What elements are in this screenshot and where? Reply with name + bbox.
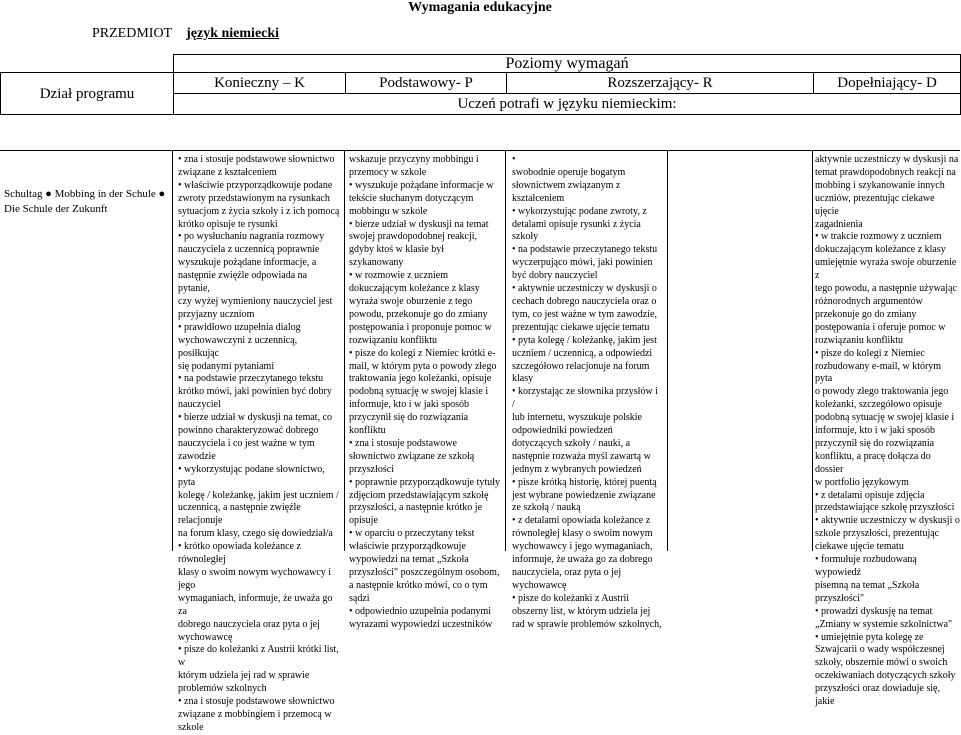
requirement-line: nauczyciel: [178, 399, 221, 411]
requirement-line: informuje, kto i w jaki sposób: [815, 425, 935, 437]
requirement-line: ciekawe ujęcie tematu: [815, 541, 904, 553]
requirement-line: rozwiązaniu konfliktu: [815, 334, 904, 346]
requirement-line: właściwie przyporządkowuje: [349, 541, 466, 553]
level-konieczny: Konieczny – K: [174, 73, 346, 94]
requirement-line: • na podstawie przeczytanego tekstu: [178, 373, 324, 385]
requirement-line: • korzystając ze słownika przysłów i /: [512, 386, 658, 411]
requirement-line: • zna i stosuje podstawowe słownictwo: [178, 154, 335, 165]
requirement-line: nauczyciela z uczennicą poprawnie: [178, 244, 320, 256]
requirement-line: • właściwie przyporządkowuje podane: [178, 179, 333, 191]
requirement-line: być dobry nauczyciel: [512, 270, 598, 282]
requirements-header-table: [0, 54, 961, 115]
requirement-line: umiejętnie wyraża swoje oburzenie z: [815, 257, 957, 282]
requirement-line: równoległej klasy o swoim nowym: [512, 528, 653, 540]
subject-line: [92, 26, 279, 42]
requirement-line: • wykorzystując podane słownictwo, pyta: [178, 463, 325, 488]
requirement-line: szkole przyszłości, prezentując: [815, 528, 940, 540]
level-pair: [507, 73, 814, 94]
requirement-line: kształceniem: [512, 192, 565, 204]
requirement-line: wyraża swoje oburzenie z tego: [349, 295, 473, 307]
requirement-line: krótko mówi, jaki powinien być dobry: [178, 386, 332, 398]
requirement-line: • w trakcie rozmowy z uczniem: [815, 231, 942, 243]
requirement-line: konfliktu: [349, 425, 386, 437]
requirement-line: uczniem / uczennicą, a odpowiedzi: [512, 347, 653, 359]
requirement-line: • aktywnie uczestniczy w dyskusji o: [512, 283, 657, 295]
requirement-line: • z detalami opowiada koleżance z: [512, 515, 651, 527]
requirement-line: informuje, że uważa go za dobrego: [512, 554, 653, 566]
column-dopelniajacy: [815, 151, 960, 708]
requirement-line: przyszłości": [815, 592, 865, 604]
requirement-line: pisemną na temat „Szkoła: [815, 579, 920, 591]
requirement-line: problemów szkolnych: [178, 683, 267, 695]
requirement-line: się podanymi pytaniami: [178, 360, 275, 372]
requirement-line: szczegółowo relacjonuje na forum: [512, 360, 650, 372]
requirement-line: wychowawcę: [178, 631, 233, 643]
requirement-line: ze szkołą / nauką: [512, 502, 581, 514]
requirement-line: wyczerpująco mówi, jaki powinien: [512, 257, 653, 269]
requirement-line: postępowania i proponuje pomoc w: [349, 321, 492, 333]
requirement-line: krótko opisuje te rysunki: [178, 218, 278, 230]
requirement-line: przekonuje go do zmiany: [815, 308, 917, 320]
requirement-line: szykanowany: [349, 257, 404, 269]
requirement-line: wychowawcę: [512, 579, 567, 591]
requirement-line: zawodzie: [178, 450, 216, 462]
subject-value: język niemiecki: [186, 26, 280, 41]
requirement-line: detalami opisuje rysunki z życia: [512, 218, 641, 230]
requirement-line: podobną sytuację w swojej klasie i: [349, 386, 489, 398]
requirement-line: powodu, przekonuje go do zmiany: [349, 308, 488, 320]
requirement-line: dobrego nauczyciela oraz pyta o jej: [178, 618, 320, 630]
requirement-line: •: [512, 154, 516, 165]
requirement-line: koleżanki, szczegółowo opisuje: [815, 399, 942, 411]
requirements-body: [0, 150, 960, 733]
requirement-line: obszerny list, w którym udziela jej: [512, 605, 651, 617]
requirement-line: sądzi: [349, 592, 370, 604]
requirement-line: przyczynił się do rozwiązania: [349, 412, 469, 424]
requirement-line: Szwajcarii o wady współczesnej: [815, 644, 945, 656]
requirement-line: klasy o swoim nowym wychowawcy i jego: [178, 567, 332, 591]
requirement-line: mobbing i szykanowanie innych: [815, 179, 945, 191]
requirement-line: • bierze udział w dyskusji na temat, co: [178, 412, 333, 424]
requirement-line: podobną sytuację w swojej klasie i: [815, 412, 955, 424]
requirement-line: mail, w którym pyta o powody złego: [349, 360, 497, 372]
requirement-line: • krótko opowiada koleżance z równoległej: [178, 541, 301, 566]
requirement-line: swobodnie operuje bogatym: [512, 166, 626, 178]
requirement-line: informuje, kto i w jaki sposób: [349, 399, 469, 411]
requirement-line: • pisze do kolegi z Niemiec krótki e-: [349, 347, 496, 359]
requirement-line: traktowania jego koleżanki, opisuje: [349, 373, 492, 385]
requirement-line: • pisze do kolegi z Niemiec: [815, 347, 925, 359]
requirement-line: uczniów, prezentując ciekawe ujęcie: [815, 192, 935, 217]
requirement-line: kolegę / koleżankę, jakim jest uczniem /: [178, 489, 339, 501]
requirement-line: sytuacjom z życia szkoły i z ich pomocą: [178, 205, 340, 217]
requirement-line: słownictwo związane ze szkołą: [349, 450, 475, 462]
requirement-line: przyszłości oraz dowiaduje się, jakie: [815, 683, 940, 708]
requirement-line: nauczyciela, oraz pyta o jej: [512, 567, 622, 578]
requirement-line: • wyszukuje pożądane informacje w: [349, 179, 494, 191]
requirement-line: związane z mobbingiem i przemocą w: [178, 708, 332, 720]
requirement-line: o powody złego traktowania jego: [815, 386, 949, 398]
requirement-line: • w rozmowie z uczniem: [349, 270, 449, 282]
requirement-line: • aktywnie uczestniczy w dyskusji o: [815, 515, 960, 527]
requirement-line: jednym z wybranych powiedzeń: [512, 463, 642, 475]
requirement-line: swojej prawdopodobnej reakcji,: [349, 231, 478, 243]
requirement-line: gdyby ktoś w klasie był: [349, 244, 444, 256]
requirement-line: przyszłości" poszczególnym osobom,: [349, 567, 500, 578]
requirement-line: słownictwem związanym z: [512, 179, 621, 191]
requirement-line: • po wysłuchaniu nagrania rozmowy: [178, 231, 325, 243]
requirement-line: jest wybrane powiedzenie związane: [512, 489, 656, 501]
requirement-line: a następnie krótko mówi, co o tym: [349, 579, 488, 591]
requirement-line: lub internetu, wyszukuje polskie: [512, 412, 642, 424]
requirement-line: rad w sprawie problemów szkolnych,: [512, 618, 662, 630]
requirement-line: tego powodu, a następnie używając: [815, 283, 957, 295]
requirement-line: powinno charakteryzować dobrego: [178, 425, 319, 437]
requirement-line: zwroty przedstawionym na rysunkach: [178, 192, 330, 204]
requirement-line: • formułuje rozbudowaną wypowiedź: [815, 554, 917, 578]
requirement-line: prezentując ciekawe ujęcie tematu: [512, 321, 650, 333]
requirement-line: wychowawcy i jego wymaganiach,: [512, 541, 653, 553]
column-podstawowy: [349, 151, 504, 630]
requirement-line: • poprawnie przyporządkowuje tytuły: [349, 476, 500, 488]
requirement-line: następnie rozważa myśl zawartą w: [512, 450, 651, 462]
requirement-line: wskazuje przyczyny mobbingu i: [349, 154, 479, 165]
requirement-line: • zna i stosuje podstawowe: [349, 437, 457, 449]
requirement-line: • odpowiednio uzupełnia podanymi: [349, 605, 492, 617]
requirement-line: różnorodnych argumentów: [815, 295, 923, 307]
dzial-programu-header: Dział programu: [1, 73, 174, 115]
requirement-line: rozbudowany e-mail, w którym pyta: [815, 360, 942, 385]
requirement-line: odpowiedniki powiedzeń: [512, 425, 613, 437]
requirement-line: • z detalami opisuje zdjęcia: [815, 489, 925, 501]
requirement-line: • umiejętnie pyta kolegę ze: [815, 631, 924, 643]
requirement-line: mobbingu w szkole: [349, 205, 428, 217]
requirement-line: wyrazami wypowiedzi uczestników: [349, 618, 493, 630]
requirement-line: tym, co jest ważne w tym zawodzie,: [512, 308, 657, 320]
topic-cell: Schultag ● Mobbing in der Schule ● Die Schule der Zukunft: [4, 188, 166, 215]
column-konieczny: [178, 151, 340, 733]
requirement-line: • prowadzi dyskusję na temat: [815, 605, 933, 617]
requirement-line: przyjazny uczniom: [178, 308, 255, 320]
requirement-line: zagadnienia: [815, 218, 863, 230]
requirement-line: • w oparciu o przeczytany tekst: [349, 528, 475, 540]
requirement-line: dokuczającym koleżance z klasy: [349, 283, 480, 295]
requirement-line: wymaganiach, informuje, że uważa go za: [178, 592, 333, 617]
requirement-line: którym udziela jej rad w sprawie: [178, 670, 310, 682]
requirement-line: dokuczającym koleżance z klasy: [815, 244, 946, 256]
requirement-line: tekście słuchanym dotyczącym: [349, 192, 474, 204]
requirement-line: na forum klasy, czego się dowiedział/a: [178, 528, 333, 540]
requirement-line: • pisze krótką historię, której puentą: [512, 476, 657, 488]
uczen-potrafi-header: Uczeń potrafi w języku niemieckim:: [174, 94, 961, 115]
requirement-line: temat prawdopodobnych reakcji na: [815, 166, 956, 178]
blank-cell: [1, 55, 174, 73]
requirement-line: przyszłości, a następnie krótko je: [349, 502, 483, 514]
requirement-line: wypowiedzi na temat „Szkoła: [349, 554, 469, 566]
level-podstawowy: Podstawowy- P: [346, 73, 507, 94]
requirement-line: szkole: [178, 721, 204, 733]
requirement-line: klasy: [512, 373, 534, 385]
requirement-line: • pyta kolegę / koleżankę, jakim jest: [512, 334, 657, 346]
requirement-line: szkoły: [512, 231, 539, 243]
requirement-line: konfliktu, a pracę dołącza do dossier: [815, 450, 931, 475]
requirement-line: uczennicą, a następnie zwięźle relacjonuje: [178, 502, 301, 527]
requirement-line: przyszłości: [349, 463, 394, 475]
column-rozszerzajacy: [512, 151, 662, 630]
requirement-line: zdjęciom przedstawiającym szkołę: [349, 489, 489, 501]
requirement-line: czy wyżej wymieniony nauczyciel jest: [178, 295, 333, 307]
requirement-line: przyczynił się do rozwiązania: [815, 437, 935, 449]
requirement-line: aktywnie uczestniczy w dyskusji na: [815, 154, 959, 165]
level-dopelniajacy: Dopełniający- D: [814, 73, 961, 94]
requirement-line: związane z kształceniem: [178, 166, 277, 178]
requirement-line: • na podstawie przeczytanego tekstu: [512, 244, 658, 256]
requirement-line: oczekiwaniach dotyczących szkoły: [815, 670, 956, 682]
requirement-line: dotyczących szkoły / nauki, a: [512, 437, 631, 449]
requirement-line: przemocy w szkole: [349, 166, 427, 178]
requirement-line: przedstawiające szkołę przyszłości: [815, 502, 955, 514]
requirement-line: • wykorzystując podane zwroty, z: [512, 205, 647, 217]
poziomy-wymagan-header: Poziomy wymagań: [174, 55, 961, 73]
requirement-line: „Zmiany w systemie szkolnictwa": [815, 618, 953, 630]
requirement-line: następnie zwięźle odpowiada na pytanie,: [178, 270, 308, 295]
requirement-line: • zna i stosuje podstawowe słownictwo: [178, 696, 335, 708]
requirement-line: postępowania i oferuje pomoc w: [815, 321, 946, 333]
requirement-line: w portfolio językowym: [815, 476, 909, 488]
requirement-line: • bierze udział w dyskusji na temat: [349, 218, 489, 230]
requirement-line: opisuje: [349, 515, 378, 527]
requirement-line: nauczyciela i co jest ważne w tym: [178, 437, 315, 449]
page-title: Wymagania edukacyjne: [408, 0, 552, 15]
subject-label: PRZEDMIOT: [92, 26, 173, 41]
requirement-line: rozwiązaniu konfliktu: [349, 334, 438, 346]
requirement-line: cechach dobrego nauczyciela oraz o: [512, 295, 657, 307]
requirement-line: wyszukuje pożądane informacje, a: [178, 257, 317, 269]
requirement-line: wychowawczyni z uczennicą, posiłkując: [178, 334, 298, 359]
requirement-line: szkoły, obszernie mówi o swoich: [815, 657, 948, 669]
level-rozszerzajacy: Rozszerzający- R: [607, 75, 713, 91]
requirement-line: • pisze do koleżanki z Austrii krótki list, w: [178, 644, 339, 669]
requirement-line: • pisze do koleżanki z Austrii: [512, 592, 630, 604]
requirement-line: • prawidłowo uzupełnia dialog: [178, 321, 301, 333]
